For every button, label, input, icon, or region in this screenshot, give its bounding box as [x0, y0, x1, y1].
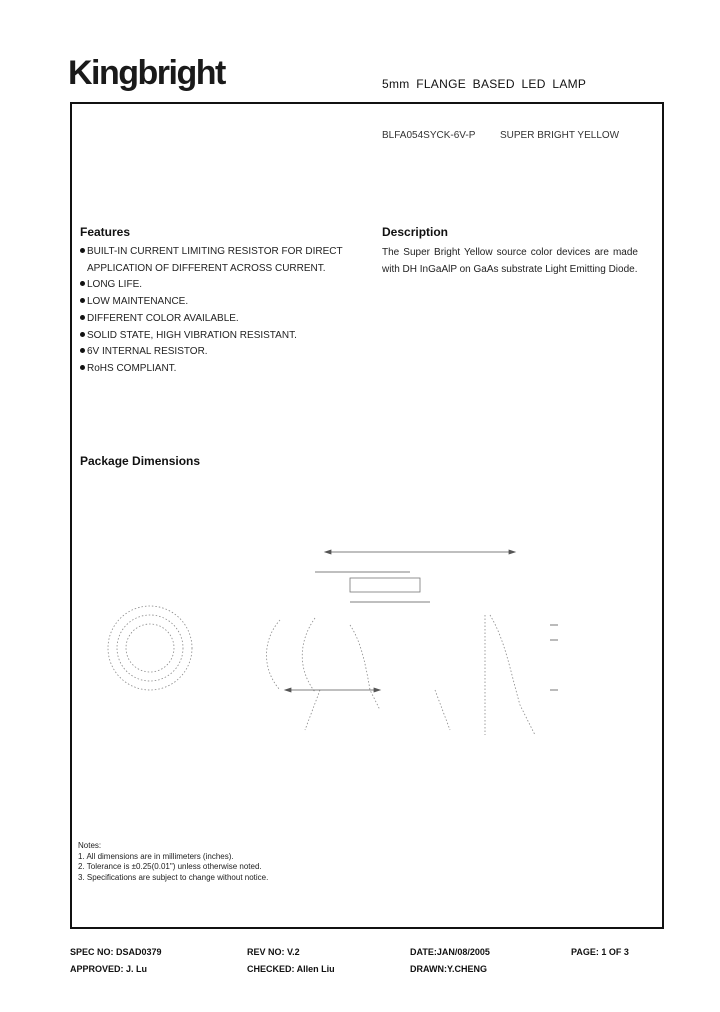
flange-inner-circle [117, 615, 183, 681]
features-list [80, 244, 343, 378]
notes-section [78, 841, 268, 883]
feature-text: DIFFERENT COLOR AVAILABLE. [87, 312, 239, 324]
feature-text: LOW MAINTENANCE. [87, 296, 189, 308]
bullet-icon [80, 332, 85, 337]
notes-title: Notes: [78, 841, 102, 850]
feature-item [80, 294, 343, 311]
approved-by: APPROVED: J. Lu [70, 964, 148, 974]
feature-item-continuation: APPLICATION OF DIFFERENT ACROSS CURRENT. [87, 262, 326, 274]
side-view-outline [485, 615, 535, 735]
brand-logo: Kingbright [68, 54, 225, 92]
document-date: DATE:JAN/08/2005 [410, 947, 490, 957]
bullet-icon [80, 248, 85, 253]
feature-text: BUILT-IN CURRENT LIMITING RESISTOR FOR DIRECT [87, 246, 343, 257]
feature-text: 6V INTERNAL RESISTOR. [87, 346, 208, 358]
package-dimensions-heading: Package Dimensions [80, 454, 201, 468]
arrow-icon [509, 550, 515, 554]
features-heading: Features [80, 225, 131, 239]
bullet-icon [80, 298, 85, 303]
leader-lines [305, 690, 450, 730]
document-title: 5mm FLANGE BASED LED LAMP [382, 77, 587, 91]
lens-profile [267, 618, 316, 692]
spec-number: SPEC NO: DSAD0379 [70, 947, 162, 957]
arrow-icon [285, 688, 291, 692]
package-dimensions-drawing [80, 530, 580, 770]
bullet-icon [80, 315, 85, 320]
arrow-icon [325, 550, 331, 554]
flange-outer-circle [108, 606, 192, 690]
description-heading: Description [382, 225, 449, 239]
part-number: BLFA054SYCK-6V-P [382, 130, 476, 141]
feature-item [80, 311, 343, 328]
feature-text: RoHS COMPLIANT. [87, 362, 177, 374]
feature-item [80, 344, 343, 361]
drawn-by: DRAWN:Y.CHENG [410, 964, 488, 974]
feature-item [80, 244, 343, 261]
description-text: The Super Bright Yellow source color devices are made with DH InGaAlP on GaAs substrate Light Emitting Diode. [382, 247, 638, 275]
page-number: PAGE: 1 OF 3 [571, 947, 629, 957]
lead-profile [350, 625, 380, 710]
checked-by: CHECKED: Allen Liu [247, 964, 335, 974]
bullet-icon [80, 281, 85, 286]
feature-item [80, 328, 343, 345]
feature-text: LONG LIFE. [87, 279, 143, 291]
part-color: SUPER BRIGHT YELLOW [500, 130, 620, 141]
feature-item [80, 361, 343, 378]
feature-text: SOLID STATE, HIGH VIBRATION RESISTANT. [87, 329, 297, 341]
dimension-label-box [350, 578, 420, 592]
revision-number: REV NO: V.2 [247, 947, 300, 957]
content-frame [70, 102, 664, 929]
note-item: 2. Tolerance is ±0.25(0.01") unless otherwise noted. [78, 862, 262, 871]
bullet-icon [80, 348, 85, 353]
arrow-icon [374, 688, 380, 692]
feature-item [80, 277, 343, 294]
bullet-icon [80, 365, 85, 370]
lens-circle [126, 624, 174, 672]
note-item: 1. All dimensions are in millimeters (inches). [78, 851, 234, 861]
note-item: 3. Specifications are subject to change without notice. [78, 872, 269, 882]
